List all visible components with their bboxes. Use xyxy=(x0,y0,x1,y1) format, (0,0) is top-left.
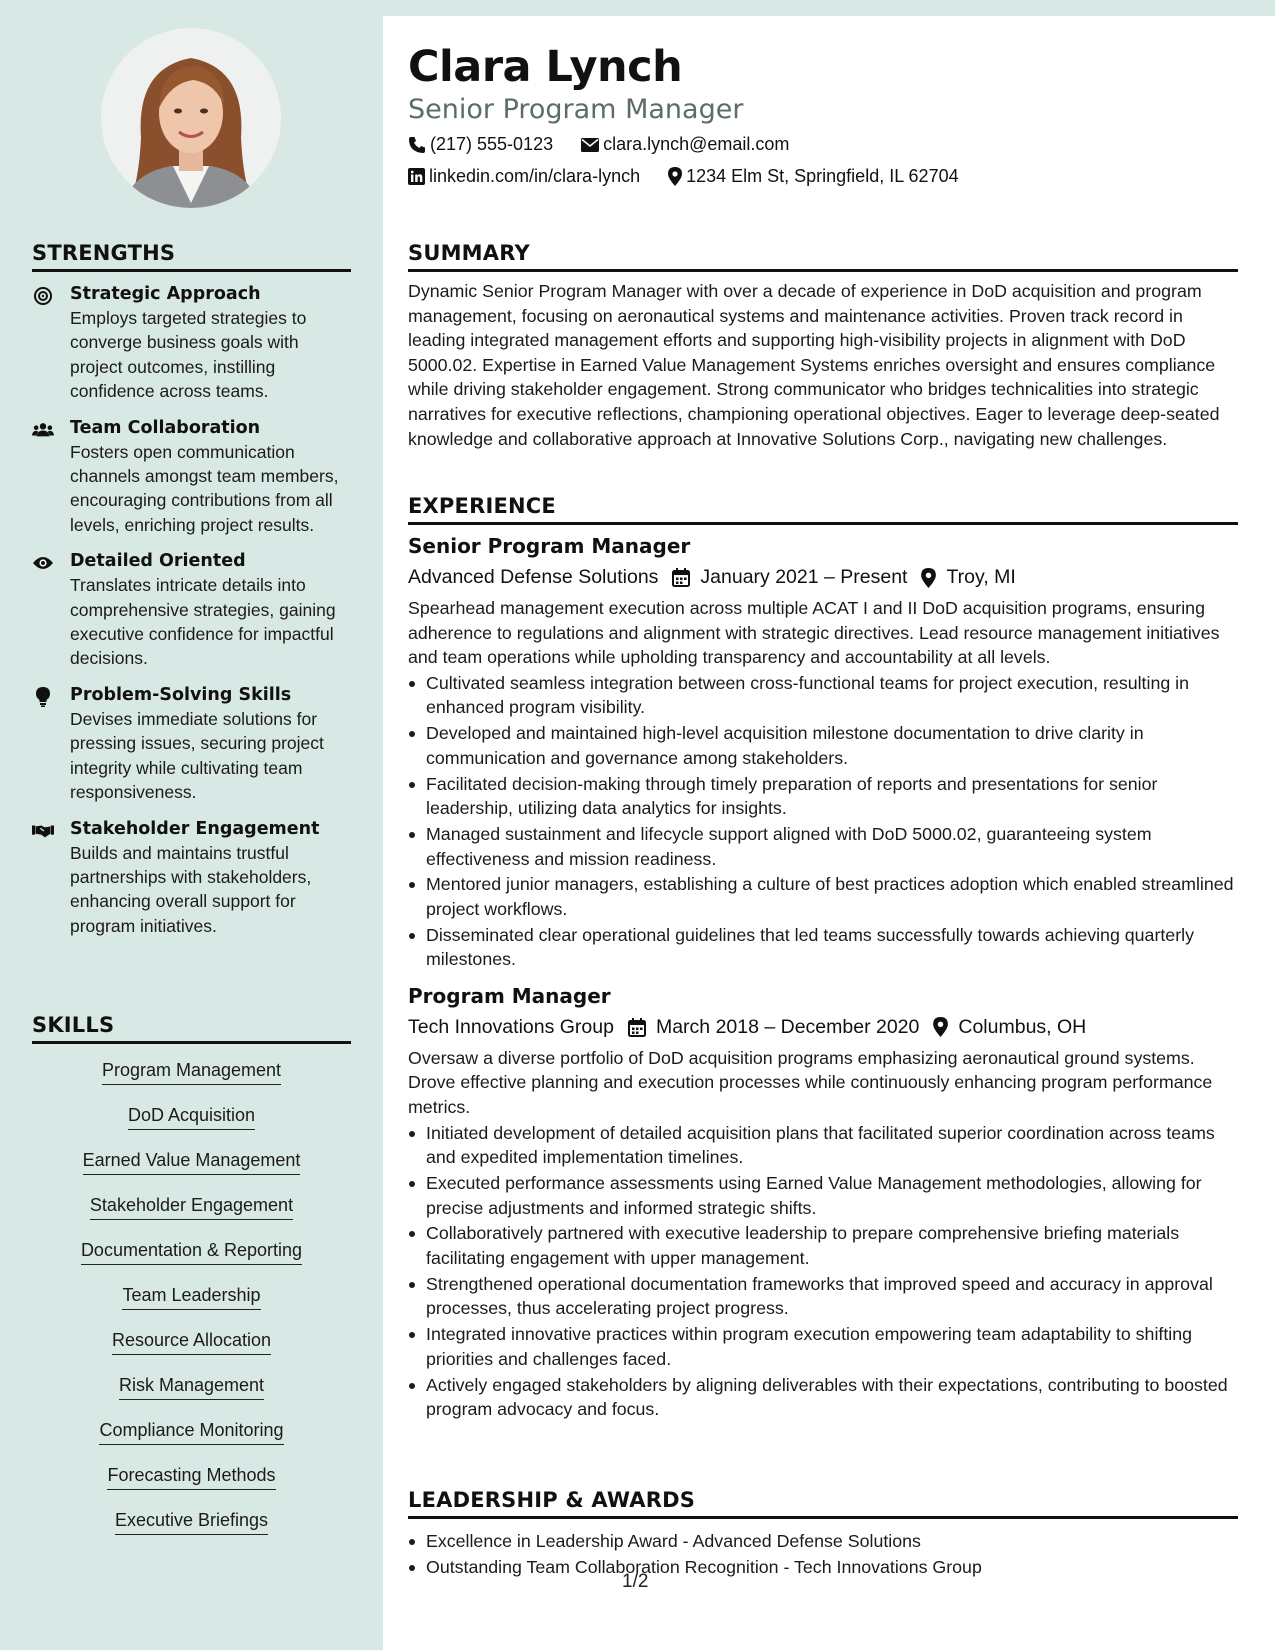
awards-section xyxy=(408,1488,1238,1581)
job-description: Spearhead management execution across multiple ACAT I and II DoD acquisition programs, ensuring adherence to regulations and alignment with strategic directives. Lead resource management initiatives and team operations while upholding transparency and accountability at all levels. xyxy=(408,598,1220,668)
skill-tag: DoD Acquisition xyxy=(128,1105,255,1130)
target-icon xyxy=(32,286,54,306)
awards-heading: LEADERSHIP & AWARDS xyxy=(408,1488,1238,1519)
strength-item xyxy=(32,551,351,671)
experience-heading: EXPERIENCE xyxy=(408,494,1238,525)
strength-desc: Employs targeted strategies to converge business goals with project outcomes, instilling confidence across teams. xyxy=(70,308,307,402)
strength-title: Strategic Approach xyxy=(70,284,261,304)
skill-tag: Executive Briefings xyxy=(115,1510,268,1535)
strength-item xyxy=(32,418,351,538)
contact-row-1 xyxy=(408,134,817,155)
summary-section xyxy=(408,241,1238,451)
bullet-item: Facilitated decision-making through timely preparation of reports and presentations for senior leadership, utilizing data analytics for insights. xyxy=(408,772,1238,821)
candidate-title: Senior Program Manager xyxy=(408,94,744,125)
skill-tag: Team Leadership xyxy=(122,1285,260,1310)
phone-text: (217) 555-0123 xyxy=(430,134,554,154)
job-entry xyxy=(408,534,1238,972)
award-item: Excellence in Leadership Award - Advanced Defense Solutions xyxy=(408,1529,1238,1554)
linkedin-text: linkedin.com/in/clara-lynch xyxy=(429,166,641,186)
location-icon xyxy=(668,167,682,186)
skill-tag: Documentation & Reporting xyxy=(81,1240,302,1265)
skills-section xyxy=(32,1013,351,1549)
strength-desc: Devises immediate solutions for pressing issues, securing project integrity while cultivating team responsiveness. xyxy=(70,708,324,803)
main-content xyxy=(383,16,1275,1650)
skills-heading: SKILLS xyxy=(32,1013,351,1044)
award-item: Outstanding Team Collaboration Recognition - Tech Innovations Group xyxy=(408,1555,1238,1580)
strength-item xyxy=(32,284,351,404)
summary-heading: SUMMARY xyxy=(408,241,1238,272)
strength-title: Stakeholder Engagement xyxy=(70,818,320,839)
skill-tag: Forecasting Methods xyxy=(107,1465,275,1490)
job-location: Columbus, OH xyxy=(958,1015,1087,1038)
phone-icon xyxy=(408,136,426,154)
calendar-icon xyxy=(628,1018,646,1037)
bullet-item: Actively engaged stakeholders by aligning deliverables with their expectations, contributing to boosted program advocacy and focus. xyxy=(408,1373,1238,1422)
bullet-item: Disseminated clear operational guidelines that led teams successfully towards achieving quarterly milestones. xyxy=(408,923,1238,972)
skill-tag: Earned Value Management xyxy=(83,1150,301,1175)
address-text: 1234 Elm St, Springfield, IL 62704 xyxy=(686,166,959,186)
location-icon xyxy=(921,568,936,588)
profile-photo xyxy=(101,28,281,208)
people-icon xyxy=(32,420,54,440)
job-dates: January 2021 – Present xyxy=(700,566,908,588)
experience-section xyxy=(408,494,1238,1423)
bullet-item: Collaboratively partnered with executive leadership to prepare comprehensive briefing materials facilitating engagement with upper management. xyxy=(408,1221,1238,1270)
sidebar xyxy=(0,0,383,1650)
bullet-item: Developed and maintained high-level acquisition milestone documentation to drive clarity in communication and governance among stakeholders. xyxy=(408,721,1238,770)
skill-tag: Program Management xyxy=(102,1060,281,1085)
skill-tag: Stakeholder Engagement xyxy=(90,1195,293,1220)
job-dates: March 2018 – December 2020 xyxy=(655,1015,920,1038)
job-company: Tech Innovations Group xyxy=(408,1015,614,1038)
candidate-name: Clara Lynch xyxy=(408,42,683,92)
awards-list xyxy=(408,1529,1238,1579)
strength-desc: Fosters open communication channels amongst team members, encouraging contributions from all levels, enriching project results. xyxy=(70,441,339,535)
strength-title: Detailed Oriented xyxy=(70,551,246,572)
strength-item xyxy=(32,819,351,939)
email-text: clara.lynch@email.com xyxy=(603,134,790,154)
skill-tag: Resource Allocation xyxy=(112,1330,271,1355)
job-meta xyxy=(408,1016,1238,1039)
bullet-item: Initiated development of detailed acquisition plans that facilitated superior coordination across teams and expedited implementation timelines. xyxy=(408,1121,1238,1170)
strength-desc: Translates intricate details into comprehensive strategies, gaining executive confidence for impactful decisions. xyxy=(70,575,336,669)
bullet-item: Managed sustainment and lifecycle support aligned with DoD 5000.02, guaranteeing system effectiveness and mission readiness. xyxy=(408,822,1238,871)
job-description: Oversaw a diverse portfolio of DoD acquisition programs emphasizing aeronautical ground systems. Drove effective planning and execution processes while continuously enhancing program performance metrics. xyxy=(408,1047,1213,1118)
job-bullets xyxy=(408,1121,1238,1422)
calendar-icon xyxy=(672,568,690,587)
strength-item xyxy=(32,685,351,805)
linkedin-icon xyxy=(408,168,425,185)
bullet-item: Executed performance assessments using Earned Value Management methodologies, allowing for precise adjustments and informed strategic shifts. xyxy=(408,1171,1238,1220)
strength-title: Team Collaboration xyxy=(70,417,261,438)
summary-text: Dynamic Senior Program Manager with over a decade of experience in DoD acquisition and program management, focusing on aeronautical systems and maintenance activities. Proven track record in leading integrated management efforts and supporting high-visibility projects in alignment with DoD 5000.02. Expertise in Earned Value Management Systems enriches oversight and ensures compliance while driving stakeholder engagement. Strong communicator who bridges technicalities into strategic narratives for executive reflections, championing operational objectives. Eager to leverage deep-seated knowledge and collaborative approach at Innovative Solutions Corp., navigating new challenges. xyxy=(408,281,1220,449)
lightbulb-icon xyxy=(32,687,54,707)
location-icon xyxy=(933,1017,948,1037)
bullet-item: Mentored junior managers, establishing a culture of best practices adoption which enabled streamlined project workflows. xyxy=(408,872,1238,921)
job-meta xyxy=(408,566,1238,589)
job-bullets xyxy=(408,671,1238,972)
bullet-item: Integrated innovative practices within program execution empowering team adaptability to shifting priorities and challenges faced. xyxy=(408,1322,1238,1371)
job-title: Senior Program Manager xyxy=(408,534,691,558)
job-entry xyxy=(408,984,1238,1422)
bullet-item: Cultivated seamless integration between cross-functional teams for project execution, resulting in enhanced program visibility. xyxy=(408,671,1238,720)
contact-row-2 xyxy=(408,166,987,187)
job-location: Troy, MI xyxy=(946,566,1016,588)
job-title: Program Manager xyxy=(408,983,611,1008)
strength-desc: Builds and maintains trustful partnerships with stakeholders, enhancing overall support for program initiatives. xyxy=(70,842,312,936)
email-icon xyxy=(581,138,599,152)
job-company: Advanced Defense Solutions xyxy=(408,566,659,588)
bullet-item: Strengthened operational documentation frameworks that improved speed and accuracy in approval processes, thus accelerating project progress. xyxy=(408,1272,1238,1321)
handshake-icon xyxy=(32,821,54,841)
strengths-heading: STRENGTHS xyxy=(32,241,351,272)
skill-tag: Compliance Monitoring xyxy=(99,1420,283,1445)
skill-tag: Risk Management xyxy=(119,1375,264,1400)
strengths-section xyxy=(32,241,351,938)
page-number: 1/2 xyxy=(622,1571,649,1592)
eye-icon xyxy=(32,553,54,573)
skills-list xyxy=(32,1054,351,1549)
strength-title: Problem-Solving Skills xyxy=(70,684,292,705)
